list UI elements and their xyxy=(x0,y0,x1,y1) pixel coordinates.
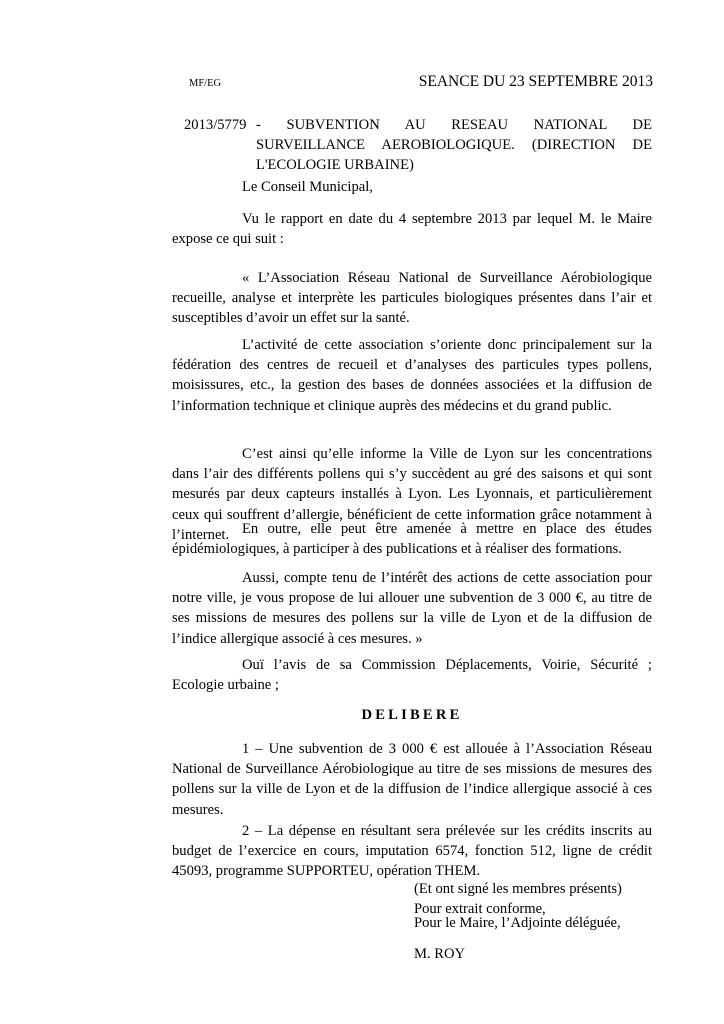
delibere-heading: DELIBERE xyxy=(361,707,463,723)
seance-date: SEANCE DU 23 SEPTEMBRE 2013 xyxy=(418,73,653,90)
dossier-title-line1: - SUBVENTION AU RESEAU NATIONAL DE xyxy=(256,117,652,133)
dossier-number: 2013/5779 xyxy=(184,117,247,133)
reference-initials: MF/EG xyxy=(189,78,222,89)
deliberation-item-2: 2 – La dépense en résultant sera prélevée sur les crédits inscrits au budget de l’exercice en cours, imputation 6574, fonction 512, ligne de crédit 45093, programme SUPPORTEU, opération THEM. xyxy=(172,823,652,880)
paragraph-vu: Vu le rapport en date du 4 septembre 2013 par lequel M. le Maire expose ce qui suit : xyxy=(172,211,652,248)
dossier-title xyxy=(256,115,652,176)
signature-name: M. ROY xyxy=(414,946,466,962)
paragraph-2: L’activité de cette association s’oriente donc principalement sur la fédération des centres de recueil et d’analyses des particules types pollens, moisissures, etc., la gestion des bases de données associées et la diffusion de l’information technique et clinique auprès des médecins et du grand public. xyxy=(172,337,652,414)
dossier-title-rest: SURVEILLANCE AEROBIOLOGIQUE. (DIRECTION DE L'ECOLOGIE URBAINE) xyxy=(256,137,652,174)
signature-line-2: Pour extrait conforme, xyxy=(414,901,546,917)
paragraph-5: Aussi, compte tenu de l’intérêt des actions de cette association pour notre ville, je vous propose de lui allouer une subvention de 3 000 €, au titre de ses missions de mesures des pollens sur la ville de Lyon et de la diffusion de l’indice allergique associé à ces mesures. » xyxy=(172,570,652,647)
paragraph-3: C’est ainsi qu’elle informe la Ville de Lyon sur les concentrations dans l’air des différents pollens qui s’y succèdent au gré des saisons et qui sont mesurés par deux capteurs installés à Lyon. Les Lyonnais, et particulièrement ceux qui souffrent d’allergie, bénéficient de cette information grâce notamment à l’internet. xyxy=(172,446,652,543)
signature-line-1: (Et ont signé les membres présents) xyxy=(414,881,622,897)
deliberation-item-1: 1 – Une subvention de 3 000 € est allouée à l’Association Réseau National de Surveillance Aérobiologique au titre de ses missions de mesures des pollens sur la ville de Lyon et de la diffusion de l’indice allergique associé à ces mesures. xyxy=(172,741,652,818)
paragraph-1: « L’Association Réseau National de Surveillance Aérobiologique recueille, analyse et interprète les particules biologiques présentes dans l’air et susceptibles d’avoir un effet sur la santé. xyxy=(172,270,652,327)
salutation: Le Conseil Municipal, xyxy=(242,179,373,195)
signature-line-3: Pour le Maire, l’Adjointe déléguée, xyxy=(414,915,621,931)
paragraph-oui: Ouï l’avis de sa Commission Déplacements, Voirie, Sécurité ; Ecologie urbaine ; xyxy=(172,657,652,694)
paragraph-4: En outre, elle peut être amenée à mettre en place des études épidémiologiques, à participer à des publications et à réaliser des formations. xyxy=(172,521,652,558)
